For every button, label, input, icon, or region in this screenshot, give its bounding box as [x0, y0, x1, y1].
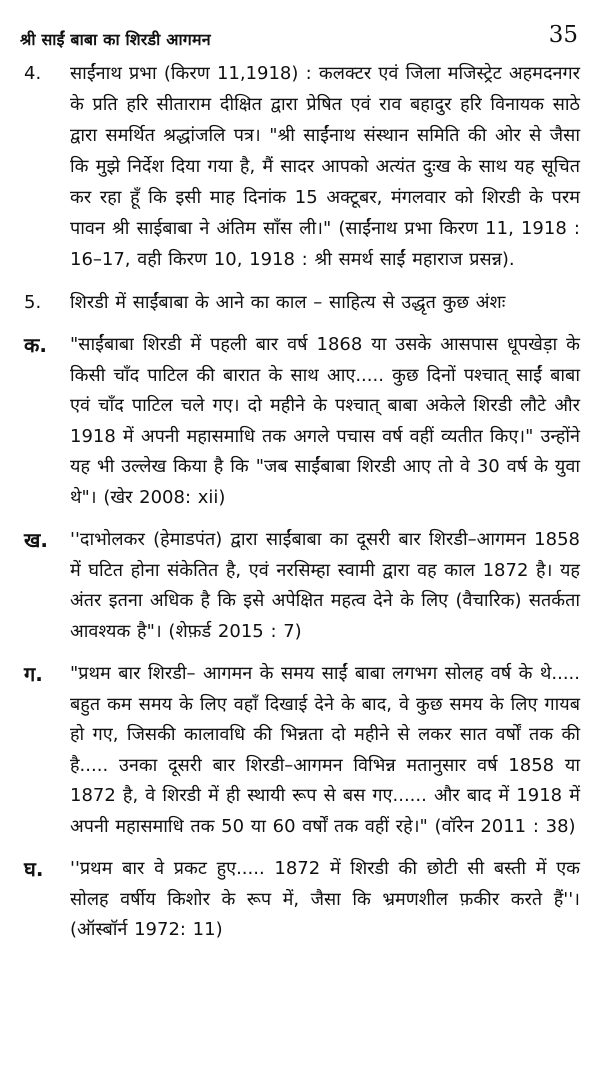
entry-marker: ग. [24, 662, 43, 686]
entry-marker: ख. [24, 528, 48, 552]
entry-ka [24, 330, 580, 513]
entry-marker: क. [24, 333, 47, 357]
entry-text: साईंनाथ प्रभा (किरण 11,1918) : कलक्टर एवं जिला मजिस्ट्रेट अहमदनगर के प्रति हरि सीताराम दीक्षित द्वारा प्रेषित एवं राव बहादुर हरि विनायक साठे द्वारा समर्थित श्रद्धांजलि पत्र। "श्री साईंनाथ संस्थान समिति की ओर से जैसा कि मुझे निर्देश दिया गया है, मैं सादर आपको अत्यंत दुःख के साथ यह सूचित कर रहा हूँ कि इसी माह दिनांक 15 अक्टूबर, मंगलवार को शिरडी के परम पावन श्री साईबाबा ने अंतिम साँस ली।" (साईंनाथ प्रभा किरण 11, 1918 : 16–17, वही किरण 10, 1918 : श्री समर्थ साईं महाराज प्रसन्न). [70, 63, 580, 270]
entry-marker: 5. [24, 292, 42, 313]
entry-kha [24, 525, 580, 647]
entry-text: शिरडी में साईंबाबा के आने का काल – साहित्य से उद्धृत कुछ अंशः [70, 292, 506, 313]
page-number: 35 [548, 22, 578, 48]
entry-ga [24, 659, 580, 842]
entry-5 [24, 287, 580, 318]
entry-marker: घ. [24, 857, 44, 881]
entries-list [24, 58, 580, 958]
entry-text: ''दाभोलकर (हेमाडपंत) द्वारा साईंबाबा का दूसरी बार शिरडी–आगमन 1858 में घटित होना संकेतित है, एवं नरसिम्हा स्वामी द्वारा वह काल 1872 है। यह अंतर इतना अधिक है कि इसे अपेक्षित महत्व देने के लिए (वैचारिक) सतर्कता आवश्यक है"। (शेफ़र्ड 2015 : 7) [70, 529, 580, 642]
entry-text: "प्रथम बार शिरडी– आगमन के समय साईं बाबा लगभग सोलह वर्ष के थे..... बहुत कम समय के लिए वहाँ दिखाई देने के बाद, वे कुछ समय के लिए गायब हो गए, जिसकी कालावधि की भिन्नता दो महीने से लकर सात वर्षों तक की है..... उनका दूसरी बार शिरडी–आगमन विभिन्न मतानुसार वर्ष 1858 या 1872 है, वे शिरडी में ही स्थायी रूप से बस गए...... और बाद में 1918 में अपनी महासमाधि तक 50 या 60 वर्षों तक वहीं रहे।" (वॉरेन 2011 : 38) [70, 663, 580, 837]
page-header [20, 22, 578, 54]
running-title: श्री साईं बाबा का शिरडी आगमन [20, 30, 211, 49]
entry-text: "साईंबाबा शिरडी में पहली बार वर्ष 1868 या उसके आसपास धूपखेड़ा के किसी चाँद पाटिल की बारात के साथ आए..... कुछ दिनों पश्चात् साईं बाबा एवं चाँद पाटिल चले गए। दो महीने के पश्चात् बाबा अकेले शिरडी लौटे और 1918 में अपनी महासमाधि तक अगले पचास वर्ष वहीं व्यतीत किए।" उन्होंने यह भी उल्लेख किया है कि "जब साईंबाबा शिरडी आए तो वे 30 वर्ष के युवा थे"। (खेर 2008: xii) [70, 334, 580, 508]
entry-marker: 4. [24, 63, 42, 84]
entry-gha [24, 854, 580, 946]
entry-4 [24, 58, 580, 275]
entry-text: ''प्रथम बार वे प्रकट हुए..... 1872 में शिरडी की छोटी सी बस्ती में एक सोलह वर्षीय किशोर के रूप में, जैसा कि भ्रमणशील फ़कीर करते हैं''। (ऑस्बॉर्न 1972: 11) [70, 858, 580, 940]
